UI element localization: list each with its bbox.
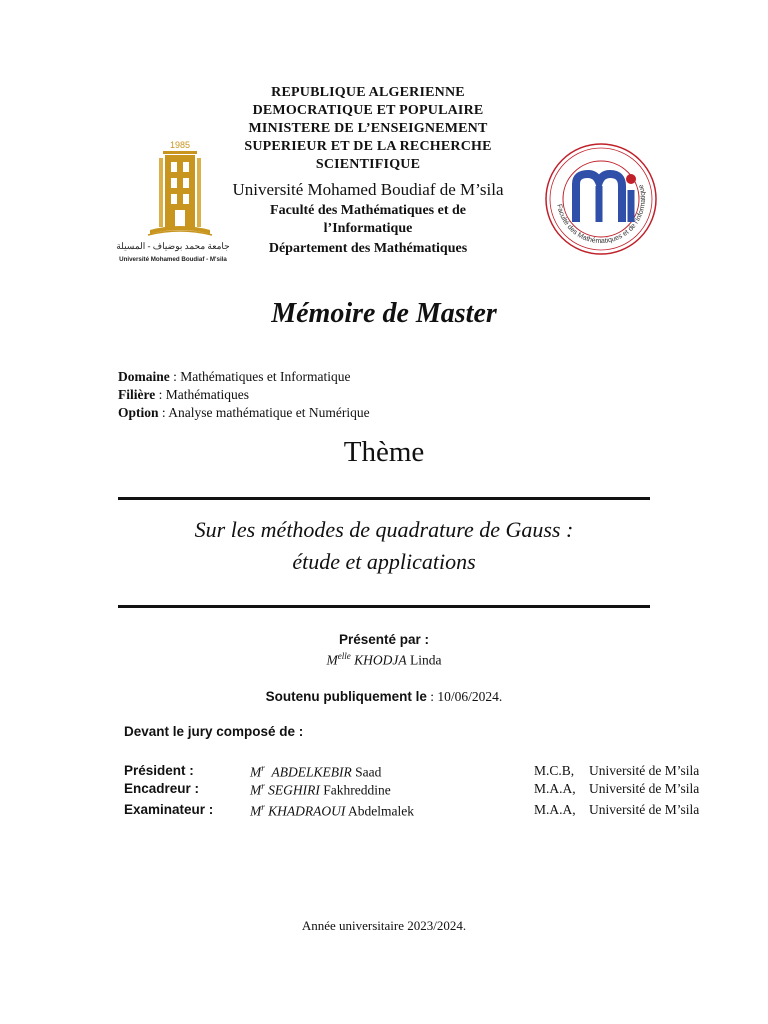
jury-surname: SEGHIRI [268,782,320,798]
jury-university: Université de M’sila [589,802,700,817]
jury-row [124,802,724,820]
jury-prefix: M [250,764,262,780]
faculty-logo [544,142,658,256]
academic-year: Année universitaire 2023/2024. [301,918,467,933]
jury-surname: KHADRAOUI [268,803,346,819]
jury-firstname: Fakhreddine [323,782,391,798]
jury-surname: ABDELKEBIR [271,764,352,780]
jury-prefix: M [250,782,262,798]
jury-prefix-sup: r [261,763,265,773]
theme-heading: Thème [343,436,425,468]
defense-date [0,689,768,705]
jury-role: Encadreur : [124,781,200,796]
university-name: Université Mohamed Boudiaf de M’sila [232,180,504,199]
thesis-subject [118,514,650,578]
presented-label: Présenté par : [338,632,430,647]
jury-member [250,781,391,799]
author-prefix-sup: elle [337,651,351,661]
document-title: Mémoire de Master [271,298,497,329]
logo-arabic-name: جامعة محمد بوضياف - المسيلة [116,241,230,251]
presented-by [0,632,768,669]
subject-line-2: étude et applications [292,549,476,574]
header-line-5: SCIENTIFIQUE [315,157,421,172]
field-filiere [118,386,370,404]
field-filiere-label: Filière [118,387,156,402]
jury-member [250,802,414,820]
field-option-label: Option [118,405,159,420]
jury-title: Devant le jury composé de : [124,724,304,739]
jury-member [250,763,381,781]
institution-header [200,84,536,258]
field-domain-value: : Mathématiques et Informatique [169,369,351,384]
jury-grade: M.A.A, [534,781,576,796]
jury-role: Examinateur : [124,802,214,817]
jury-prefix: M [250,803,262,819]
jury-role: Président : [124,763,194,778]
study-fields [118,368,370,422]
logo-year: 1985 [169,140,191,150]
author-surname: KHODJA [354,652,407,668]
header-line-4: SUPERIEUR ET DE LA RECHERCHE [244,139,492,154]
jury-prefix-sup: r [261,802,265,812]
header-line-1: REPUBLIQUE ALGERIENNE [271,85,465,100]
author-prefix: M [326,652,338,668]
field-filiere-value: : Mathématiques [155,387,249,402]
author-name [0,651,768,669]
top-rule [118,497,650,500]
faculty-line-2: l’Informatique [323,221,413,236]
author-firstname: Linda [410,652,442,668]
faculty-line-1: Faculté des Mathématiques et de [270,203,466,218]
jury-prefix-sup: r [261,781,265,791]
field-option-value: : Analyse mathématique et Numérique [158,405,370,420]
subject-line-1: Sur les méthodes de quadrature de Gauss : [194,517,574,542]
header-line-3: MINISTERE DE L’ENSEIGNEMENT [248,121,488,136]
jury-firstname: Saad [355,764,382,780]
field-domain [118,368,370,386]
defense-value: : 10/06/2024. [426,689,503,704]
logo-latin-name: Université Mohamed Boudiaf - M'sila [119,256,227,263]
jury-firstname: Abdelmalek [348,803,415,819]
field-option [118,404,370,422]
header-line-2: DEMOCRATIQUE ET POPULAIRE [252,103,484,118]
jury-row [124,763,724,781]
jury-university: Université de M’sila [589,781,700,796]
jury-grade: M.A.A, [534,802,576,817]
department-name: Département des Mathématiques [268,241,468,256]
defense-label: Soutenu publiquement le [265,689,427,704]
jury-row [124,781,724,799]
jury-grade: M.C.B, [534,763,575,778]
jury-university: Université de M’sila [589,763,700,778]
field-domain-label: Domaine [118,369,170,384]
seal-ring-text: Faculté des Mathématiques et de l'Informatique [555,183,648,246]
bottom-rule [118,605,650,608]
